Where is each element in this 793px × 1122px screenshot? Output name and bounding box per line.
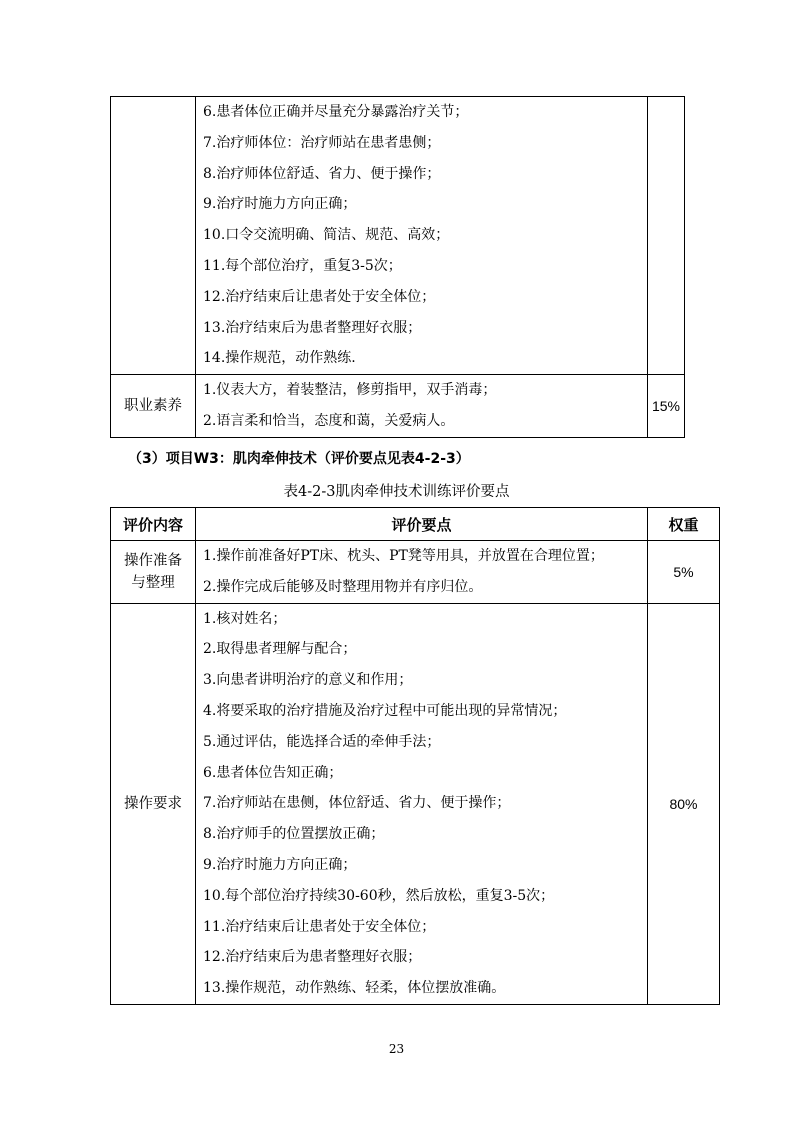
items-cell bbox=[196, 375, 648, 438]
list-item: 6.患者体位告知正确； bbox=[203, 764, 343, 781]
weight-cell: 80% bbox=[648, 603, 720, 1004]
list-item: 9.治疗时施力方向正确； bbox=[203, 856, 357, 873]
list-item: 13.操作规范，动作熟练、轻柔，体位摆放准确。 bbox=[203, 980, 506, 997]
page-number: 23 bbox=[388, 1042, 405, 1056]
list-item: 6.患者体位正确并尽量充分暴露治疗关节； bbox=[203, 104, 469, 120]
list-item: 4.将要采取的治疗措施及治疗过程中可能出现的异常情况； bbox=[203, 702, 567, 719]
list-item: 2.取得患者理解与配合； bbox=[203, 641, 357, 658]
table-continued bbox=[110, 96, 685, 438]
column-header: 权重 bbox=[648, 508, 720, 541]
list-item: 1.核对姓名； bbox=[203, 610, 287, 627]
table-row bbox=[111, 375, 685, 438]
list-item: 1.操作前准备好PT床、枕头、PT凳等用具，并放置在合理位置； bbox=[203, 548, 604, 564]
list-item: 2.操作完成后能够及时整理用物并有序归位。 bbox=[203, 578, 483, 595]
list-item: 14.操作规范，动作熟练. bbox=[203, 350, 356, 367]
table-row bbox=[111, 97, 685, 375]
column-header: 评价要点 bbox=[196, 508, 648, 541]
category-cell: 操作要求 bbox=[111, 603, 196, 1004]
list-item: 7.治疗师站在患侧，体位舒适、省力、便于操作； bbox=[203, 795, 511, 812]
list-item: 12.治疗结束后为患者整理好衣服； bbox=[203, 949, 422, 966]
weight-cell: 5% bbox=[648, 541, 720, 604]
list-item: 7.治疗师体位：治疗师站在患者患侧； bbox=[203, 134, 441, 151]
list-item: 9.治疗时施力方向正确； bbox=[203, 196, 357, 213]
list-item: 11.每个部位治疗，重复3-5次； bbox=[203, 257, 402, 274]
evaluation-table bbox=[110, 507, 720, 1005]
list-item: 8.治疗师体位舒适、省力、便于操作； bbox=[203, 165, 441, 182]
table-row bbox=[111, 603, 720, 1004]
list-item: 2.语言柔和恰当，态度和蔼，关爱病人。 bbox=[203, 412, 455, 429]
weight-cell bbox=[648, 97, 685, 375]
category-cell bbox=[111, 97, 196, 375]
category-cell: 职业素养 bbox=[111, 375, 196, 438]
list-item: 10.口令交流明确、简洁、规范、高效； bbox=[203, 227, 450, 244]
list-item: 8.治疗师手的位置摆放正确； bbox=[203, 826, 385, 843]
items-cell bbox=[196, 97, 648, 375]
weight-cell: 15% bbox=[648, 375, 685, 438]
category-cell: 操作准备与整理 bbox=[111, 541, 196, 604]
list-item: 13.治疗结束后为患者整理好衣服； bbox=[203, 319, 422, 336]
list-item: 1.仪表大方，着装整洁，修剪指甲，双手消毒； bbox=[203, 382, 497, 399]
list-item: 11.治疗结束后让患者处于安全体位； bbox=[203, 918, 436, 935]
table-header-row bbox=[111, 508, 720, 541]
section-heading: （3）项目W3：肌肉牵伸技术（评价要点见表4-2-3） bbox=[128, 451, 470, 467]
list-item: 3.向患者讲明治疗的意义和作用； bbox=[203, 672, 413, 689]
items-cell bbox=[196, 541, 648, 604]
table-caption: 表4-2-3肌肉牵伸技术训练评价要点 bbox=[283, 484, 510, 500]
table-row bbox=[111, 541, 720, 604]
column-header: 评价内容 bbox=[111, 508, 196, 541]
list-item: 5.通过评估，能选择合适的牵伸手法； bbox=[203, 733, 441, 750]
list-item: 12.治疗结束后让患者处于安全体位； bbox=[203, 288, 436, 305]
items-cell bbox=[196, 603, 648, 1004]
list-item: 10.每个部位治疗持续30-60秒，然后放松，重复3-5次； bbox=[203, 887, 555, 904]
